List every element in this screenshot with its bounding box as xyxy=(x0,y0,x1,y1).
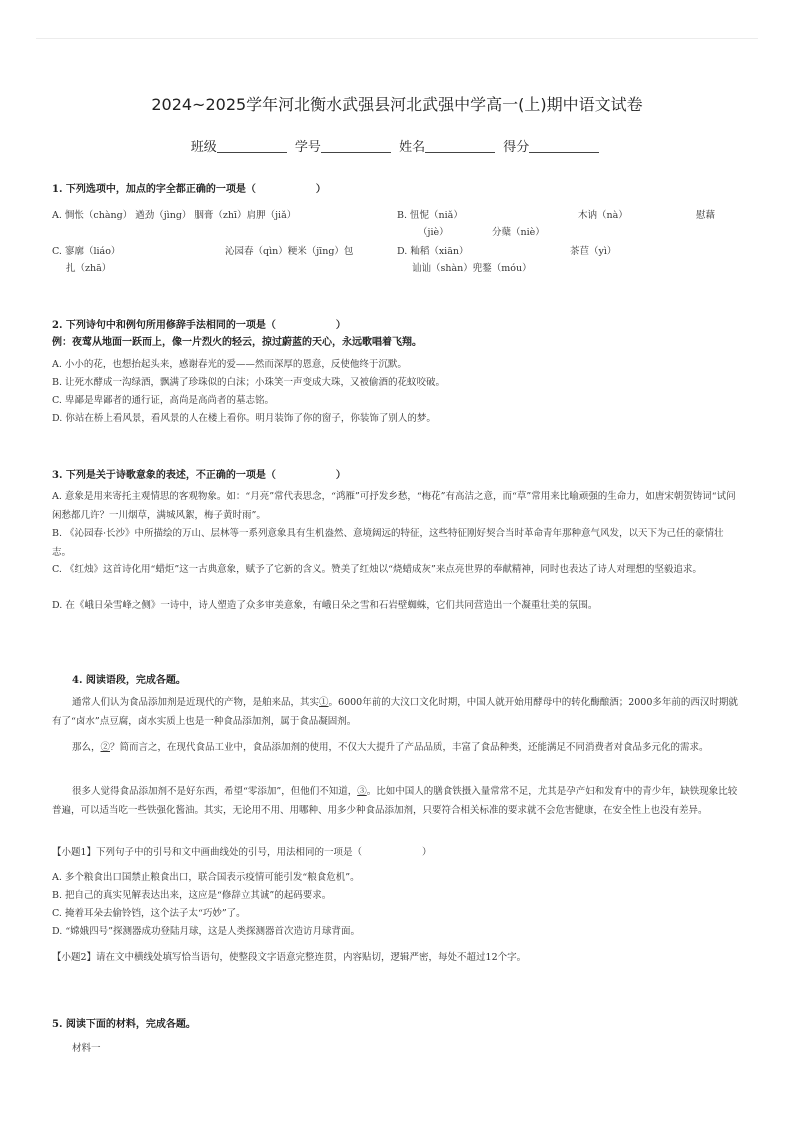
q3-heading-text: 3. 下列是关于诗歌意象的表述，不正确的一项是（ xyxy=(52,470,276,481)
q1-option-d-part3: 讪讪（shàn）兜鍪（móu） xyxy=(412,263,532,274)
page-title: 2024~2025学年河北衡水武强县河北武强中学高一(上)期中语文试卷 xyxy=(151,95,643,114)
name-blank[interactable] xyxy=(425,140,495,153)
q2-option-a[interactable]: A. 小小的花，也想抬起头来，感谢春光的爱——然而深厚的恩意，反使他终于沉默。 xyxy=(52,359,407,370)
page-top-rule xyxy=(36,38,758,39)
q1-option-b-part3: 慰藉 xyxy=(696,210,716,221)
q3-option-c[interactable]: C. 《红烛》这首诗化用“蜡炬”这一古典意象，赋予了它新的含义。赞美了红烛以“烧蜡成灰”来点亮世界的奉献精神，同时也表达了诗人对理想的坚毅追求。 xyxy=(52,564,702,575)
q4-sub1-close: ） xyxy=(422,847,432,858)
q5-heading: 5. 阅读下面的材料，完成各题。 xyxy=(52,1019,196,1030)
q4-p1-text-b: 。6000年前的大汶口文化时期，中国人就开始用酵母中的转化酶酿酒；2000多年前的西汉时期就有了“卤水”点豆腐，卤水实质上也是一种食品添加剂，属于食品凝固剂。 xyxy=(52,697,738,727)
q2-option-d[interactable]: D. 你站在桥上看风景，看风景的人在楼上看你。明月装饰了你的窗子，你装饰了别人的梦。 xyxy=(52,413,436,424)
name-label: 姓名 xyxy=(399,140,426,155)
q4-p1-text-a: 通常人们认为食品添加剂是近现代的产物，是舶来品，其实 xyxy=(72,697,320,708)
q4-paragraph-2 xyxy=(52,739,742,758)
q4-p3-text-b: 。比如中国人的膳食铁摄入量常常不足，尤其是孕产妇和发育中的青少年，缺铁现象比较普遍，可以适当吃一些铁强化酱油。其实，无论用不用、用哪种、用多少种食品添加剂，只要符合相关标准的要求就不会危害健康，在安全性上也没有差异。 xyxy=(52,786,738,816)
q1-option-b-part2: 木讷（nà） xyxy=(578,210,628,221)
q2-option-b[interactable]: B. 让死水酵成一沟绿酒，飘满了珍珠似的白沫；小珠笑一声变成大珠，又被偷酒的花蚊咬破。 xyxy=(52,377,446,388)
q1-option-d-part2: 茶苣（yì） xyxy=(570,246,617,257)
q3-option-b[interactable]: B. 《沁园春·长沙》中所描绘的万山、层林等一系列意象具有生机盎然、意境阔远的特征，这些特征刚好契合当时革命青年那种意气风发，以天下为己任的豪情壮志。 xyxy=(52,528,724,558)
q1-heading-close: ） xyxy=(315,184,326,195)
q4-sub1-text: 【小题1】下列句子中的引号和文中画曲线处的引号，用法相同的一项是（ xyxy=(52,847,363,858)
q2-option-c[interactable]: C. 卑鄙是卑鄙者的通行证，高尚是高尚者的墓志铭。 xyxy=(52,395,274,406)
id-blank[interactable] xyxy=(321,140,391,153)
q4-paragraph-1 xyxy=(52,694,742,731)
score-label: 得分 xyxy=(503,140,530,155)
q1-option-d[interactable]: D. 籼稻（xiān） xyxy=(397,246,469,257)
q4-paragraph-3 xyxy=(52,783,742,820)
q3-heading xyxy=(52,466,346,481)
q5-material-label: 材料一 xyxy=(72,1043,101,1054)
q1-option-b-part4: （jiè） xyxy=(418,227,449,238)
q2-heading xyxy=(52,316,346,331)
q1-option-c-part3: 扎（zhā） xyxy=(66,263,112,274)
q1-option-b-part5: 分蘖（niè） xyxy=(492,227,545,238)
q4-subquestion-1 xyxy=(52,846,746,859)
q4-blank-1[interactable]: ① xyxy=(319,697,329,708)
q1-option-a[interactable]: A. 惆怅（chàng） 遒劲（jìng） 胭膏（zhī）肩胛（jiǎ） xyxy=(52,210,297,221)
q3-option-d[interactable]: D. 在《峨日朵雪峰之侧》一诗中，诗人塑造了众多审美意象，有峨日朵之雪和石岩壁蜘蛛，它们共同营造出一个凝重壮美的氛围。 xyxy=(52,600,598,611)
q4-sub1-option-a[interactable]: A. 多个粮食出口国禁止粮食出口，联合国表示疫情可能引发“粮食危机”。 xyxy=(52,872,360,883)
q1-option-c[interactable]: C. 寥廓（liáo） xyxy=(52,246,121,257)
q4-p2-text-b: ？简而言之，在现代食品工业中，食品添加剂的使用，不仅大大提升了产品品质，丰富了食品种类，还能满足不同消费者对食品多元化的需求。 xyxy=(110,742,709,753)
q1-option-c-part2: 沁园春（qìn）粳米（jīng）包 xyxy=(225,246,354,257)
q4-blank-3[interactable]: ③ xyxy=(357,786,367,797)
q3-heading-close: ） xyxy=(335,470,346,481)
q4-sub1-option-c[interactable]: C. 掩着耳朵去偷铃铛，这个法子太“巧妙”了。 xyxy=(52,908,246,919)
q4-blank-2[interactable]: ② xyxy=(100,742,111,753)
q4-p3-text-a: 很多人觉得食品添加剂不是好东西，希望“零添加”，但他们不知道， xyxy=(72,786,358,797)
q4-sub1-option-d[interactable]: D. “嫦娥四号”探测器成功登陆月球，这是人类探测器首次造访月球背面。 xyxy=(52,926,361,937)
q1-option-b[interactable]: B. 忸怩（niǎ） xyxy=(397,210,463,221)
q2-heading-close: ） xyxy=(335,320,346,331)
class-label: 班级 xyxy=(190,140,217,155)
q3-option-a[interactable]: A. 意象是用来寄托主观情思的客观物象。如：“月亮”常代表思念，“鸿雁”可抒发乡愁，“梅花”有高洁之意，而“草”常用来比喻顽强的生命力，如唐宋朝贺铸词“试问闲愁都几许？一川烟草，满城风絮，梅子黄时雨”。 xyxy=(52,491,736,521)
q2-heading-text: 2. 下列诗句中和例句所用修辞手法相同的一项是（ xyxy=(52,320,276,331)
q4-sub1-option-b[interactable]: B. 把自己的真实见解表达出来，这应是“修辞立其诚”的起码要求。 xyxy=(52,890,332,901)
class-blank[interactable] xyxy=(217,140,287,153)
q2-example: 例：夜莺从地面一跃而上，像一片烈火的轻云，掠过蔚蓝的天心，永远歌唱着飞翔。 xyxy=(52,337,422,348)
student-info-row xyxy=(0,136,794,155)
score-blank[interactable] xyxy=(529,140,599,153)
q4-heading: 4. 阅读语段，完成各题。 xyxy=(72,675,186,686)
q1-heading xyxy=(52,180,326,195)
q4-subquestion-2: 【小题2】请在文中横线处填写恰当语句，使整段文字语意完整连贯，内容贴切，逻辑严密，每处不超过12个字。 xyxy=(52,952,527,963)
q1-heading-text: 1. 下列选项中，加点的字全都正确的一项是（ xyxy=(52,184,256,195)
q4-p2-text-a: 那么， xyxy=(72,742,101,753)
id-label: 学号 xyxy=(294,140,321,155)
